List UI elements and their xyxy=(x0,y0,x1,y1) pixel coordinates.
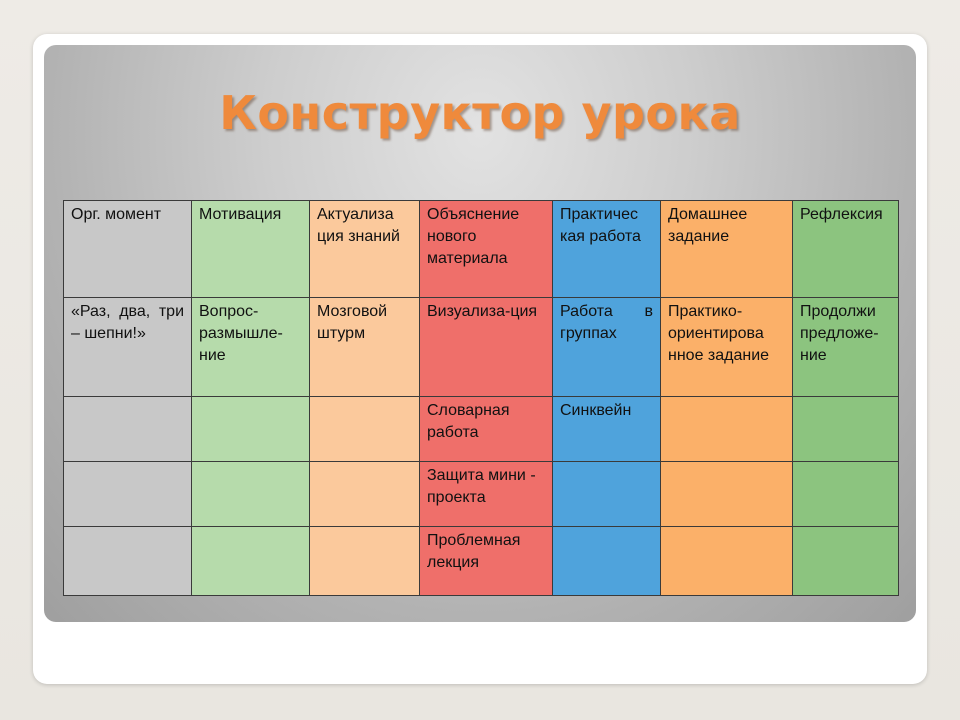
table-cell: Проблемная лекция xyxy=(420,527,553,596)
table-cell xyxy=(310,527,420,596)
table-cell xyxy=(192,527,310,596)
table-row xyxy=(64,527,899,596)
table-cell xyxy=(553,462,661,527)
table-cell xyxy=(64,397,192,462)
table-row xyxy=(64,298,899,397)
header-cell-org: Орг. момент xyxy=(64,201,192,298)
table-cell: Вопрос-размышле-ние xyxy=(192,298,310,397)
table-cell xyxy=(661,527,793,596)
table-cell: Визуализа-ция xyxy=(420,298,553,397)
table-cell xyxy=(793,462,899,527)
table-cell: Синквейн xyxy=(553,397,661,462)
table-cell: Продолжи предложе-ние xyxy=(793,298,899,397)
table-cell: Практико-ориентирова нное задание xyxy=(661,298,793,397)
table-cell xyxy=(310,462,420,527)
table-header-row xyxy=(64,201,899,298)
table-cell xyxy=(793,397,899,462)
table-cell: Словарная работа xyxy=(420,397,553,462)
table-cell xyxy=(661,397,793,462)
table-cell: Защита мини - проекта xyxy=(420,462,553,527)
table-cell xyxy=(192,462,310,527)
table-cell xyxy=(64,527,192,596)
table-cell: Работа в группах xyxy=(553,298,661,397)
table-cell xyxy=(553,527,661,596)
table-cell: «Раз, два, три – шепни!» xyxy=(64,298,192,397)
table-cell xyxy=(64,462,192,527)
header-cell-homework: Домашнее задание xyxy=(661,201,793,298)
table-cell xyxy=(793,527,899,596)
lesson-constructor-table xyxy=(63,200,899,596)
slide-title: Конструктор урока xyxy=(219,86,741,140)
header-cell-actualization: Актуализа ция знаний xyxy=(310,201,420,298)
header-cell-motivation: Мотивация xyxy=(192,201,310,298)
header-cell-reflection: Рефлексия xyxy=(793,201,899,298)
table-cell xyxy=(310,397,420,462)
table-row xyxy=(64,397,899,462)
header-cell-explanation: Объяснение нового материала xyxy=(420,201,553,298)
table-cell xyxy=(192,397,310,462)
table-cell: Мозговой штурм xyxy=(310,298,420,397)
header-cell-practice: Практичес кая работа xyxy=(553,201,661,298)
table-cell xyxy=(661,462,793,527)
table-row xyxy=(64,462,899,527)
